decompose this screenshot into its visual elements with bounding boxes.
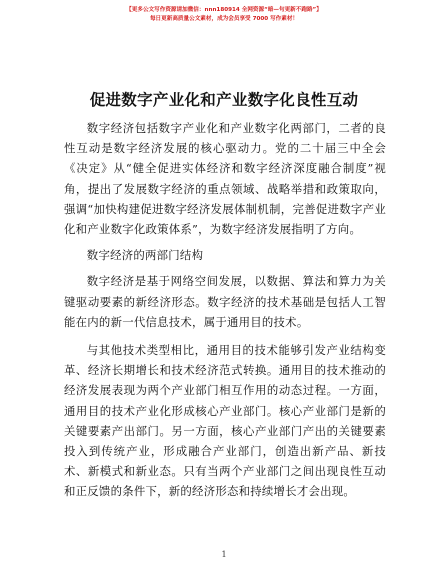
body-paragraph-gpt: 与其他技术类型相比，通用目的技术能够引发产业结构变革、经济长期增长和技术经济范式转换。通用目的技术推动的经济发展表现为两个产业部门相互作用的动态过程。一方面，通用目的技术产业化形成核心产业部门。核心产业部门是新的关键要素产出部门。另一方面，核心产业部门产出的关键要素投入到传统产业，形成融合产业部门，创造出新产品、新技术、新模式和新业态。只有当两个产业部门之间出现良性互动和正反馈的条件下，新的经济形态和持续增长才会出现。 xyxy=(64,343,386,499)
body-paragraph-definition: 数字经济是基于网络空间发展，以数据、算法和算力为关键驱动要素的新经济形态。数字经济的技术基础是包括人工智能在内的新一代信息技术，属于通用目的技术。 xyxy=(64,274,386,329)
promo-banner-line-1: 【更多公文写作资源请加微信：nnn180914 全网资源“暗—句更新不跑路”】 xyxy=(126,7,322,13)
promo-banner-line-2: 每日更新高质量公文素材，成为会员享受 7000 写作素材！ xyxy=(149,16,299,22)
promo-banner xyxy=(0,6,448,24)
document-body xyxy=(64,118,386,502)
section-heading: 数字经济的两部门结构 xyxy=(86,248,204,263)
body-paragraph-intro: 数字经济包括数字产业化和产业数字化两部门，二者的良性互动是数字经济发展的核心驱动力。党的二十届三中全会《决定》从“健全促进实体经济和数字经济深度融合制度”视角，提出了发展数字经济的重点领域、战略举措和政策取向，强调“加快构建促进数字经济发展体制机制，完善促进数字产业化和产业数字化政策体系”，为数字经济发展指明了方向。 xyxy=(64,121,386,237)
document-title: 促进数字产业化和产业数字化良性互动 xyxy=(89,91,359,109)
page-number: 1 xyxy=(221,550,227,559)
